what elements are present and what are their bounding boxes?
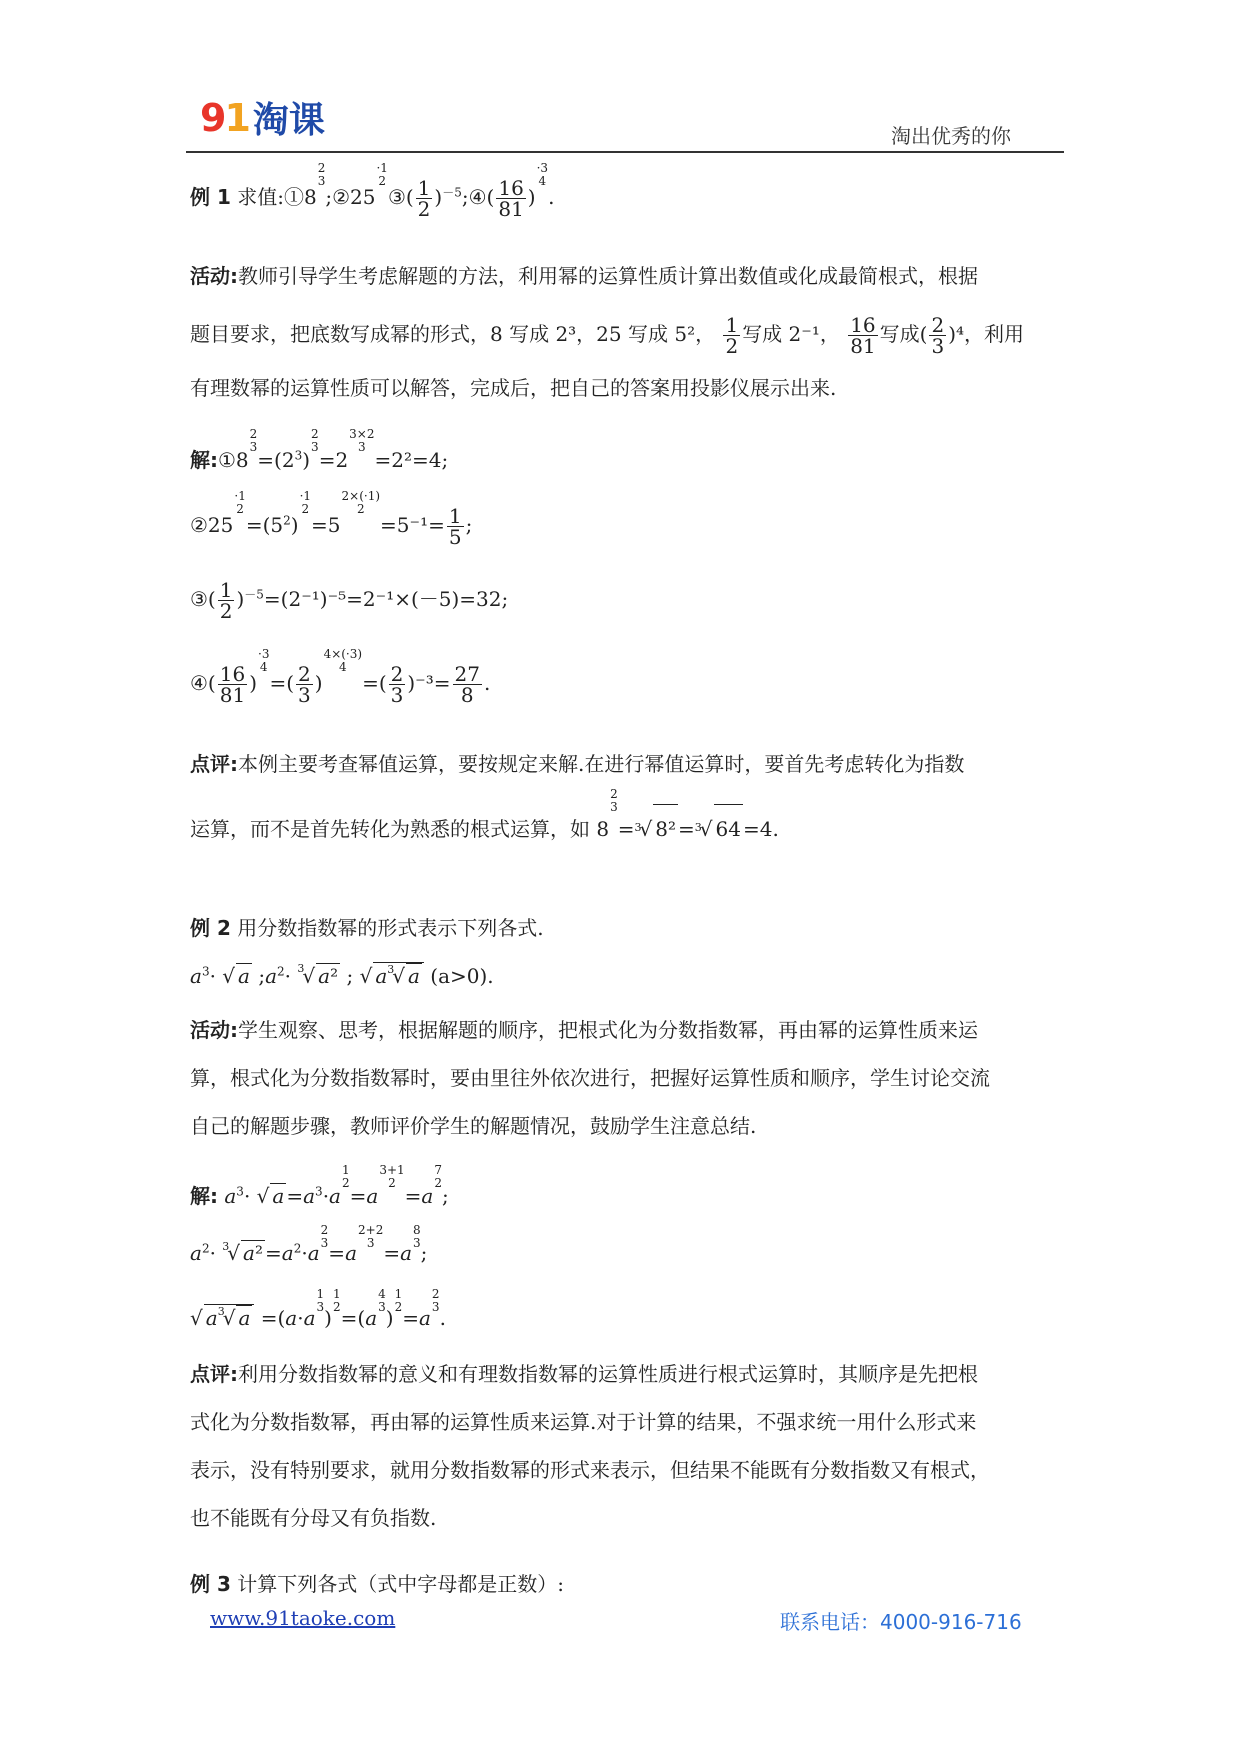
example-3-heading: 例 3 计算下列各式（式中字母都是正数）: xyxy=(190,1572,564,1596)
header-slogan: 淘出优秀的你 xyxy=(891,124,1011,148)
example-1-comment: 点评:本例主要考查幂值运算，要按规定来解.在进行幂值运算时，要首先考虑转化为指数 运算，而不是首先转化为熟悉的根式运算，如 8 2 3 =$^3$√ 8² =$^3$√ 64 =4. xyxy=(190,740,1070,853)
header-divider xyxy=(186,151,1064,153)
example-2-solution-2: $a^2\cdot ^3√$ $a^2 =a^2\cdot a$ 2 3 =a 2+2 3 =a 8 3 ; xyxy=(190,1223,428,1265)
example-2-solution-3: √ $a^3√$ a =(a·a 1 3 ) 1 2 =(a 4 3 ) 1 2 =a 2 3 . xyxy=(190,1287,446,1330)
example-2-heading: 例 2 用分数指数幂的形式表示下列各式. xyxy=(190,916,544,940)
logo-mark: 91 xyxy=(200,95,249,140)
example-2-activity: 活动:学生观察、思考，根据解题的顺序，把根式化为分数指数幂，再由幂的运算性质来运 算，根式化为分数指数幂时，要由里往外依次进行，把握好运算性质和顺序，学生讨论交流 自己的解题步骤，教师评价学生的解题情况，鼓励学生注意总结. xyxy=(190,1018,990,1138)
example-2-expressions: $a^3\cdot$ √ a $;a^2\cdot ^3√$ a² ; √ $a^3√$ a (a>0). xyxy=(190,962,494,988)
example-1-solution-4: ④( $\frac{16}{81}$ ) ·3 4 =( $\frac{2}{3}$ ) 4×(·3) 4 =( $\frac{2}{3}$ )⁻³= $\frac{27}{8}$ . xyxy=(190,647,491,707)
example-1-solution-3: ③( $\frac{1}{2}$ )$^{-5}$=(2⁻¹)⁻⁵=2⁻¹×(－5)=32; xyxy=(190,578,509,623)
footer-phone: 联系电话：4000-916-716 xyxy=(780,1610,1022,1634)
example-1-solution-1: 解:①8 2 3 $=(2^3)$ 2 3 =2 3×2 3 =2²=4; xyxy=(190,427,449,472)
example-2-comment: 点评:利用分数指数幂的意义和有理数指数幂的运算性质进行根式运算时，其顺序是先把根 式化为分数指数幂，再由幂的运算性质来运算.对于计算的结果，不强求统一用什么形式来 表示，没有特别要求，就用分数指数幂的形式来表示，但结果不能既有分数指数又有根式， 也不能既有分母又有负指数. xyxy=(190,1362,990,1530)
brand-logo xyxy=(200,92,325,143)
example-1-heading: 例 1 求值:①8 2 3 ;②25 ·1 2 ③( $\frac{1}{2}$ )$^{-5}$;④( $\frac{16}{81}$ ) ·3 4 . xyxy=(190,161,555,221)
example-2-solution-1: 解: $a^3\cdot$ √ $a =a^3\cdot a$ 1 2 =a 3+1 2 =a 7 2 ; xyxy=(190,1163,449,1208)
example-1-solution-2: ②25 ·1 2 $=(5^2)$ ·1 2 =5 2×(·1) 2 =5⁻¹= $\frac{1}{5}$ ; xyxy=(190,489,473,549)
footer-website-link[interactable]: www.91taoke.com xyxy=(210,1606,396,1630)
logo-text: 淘课 xyxy=(252,100,325,141)
example-1-activity: 活动:教师引导学生考虑解题的方法，利用幂的运算性质计算出数值或化成最简根式，根据 题目要求，把底数写成幂的形式，8 写成 2³，25 写成 5²， $\frac{1}{2}$ 写成 2⁻¹， $\frac{16}{81}$ 写成( $\frac{2}{3}$ )⁴，利用 有理数幂的运算性质可以解答，完成后，把自己的答案用投影仪展示出来. xyxy=(190,264,1025,400)
